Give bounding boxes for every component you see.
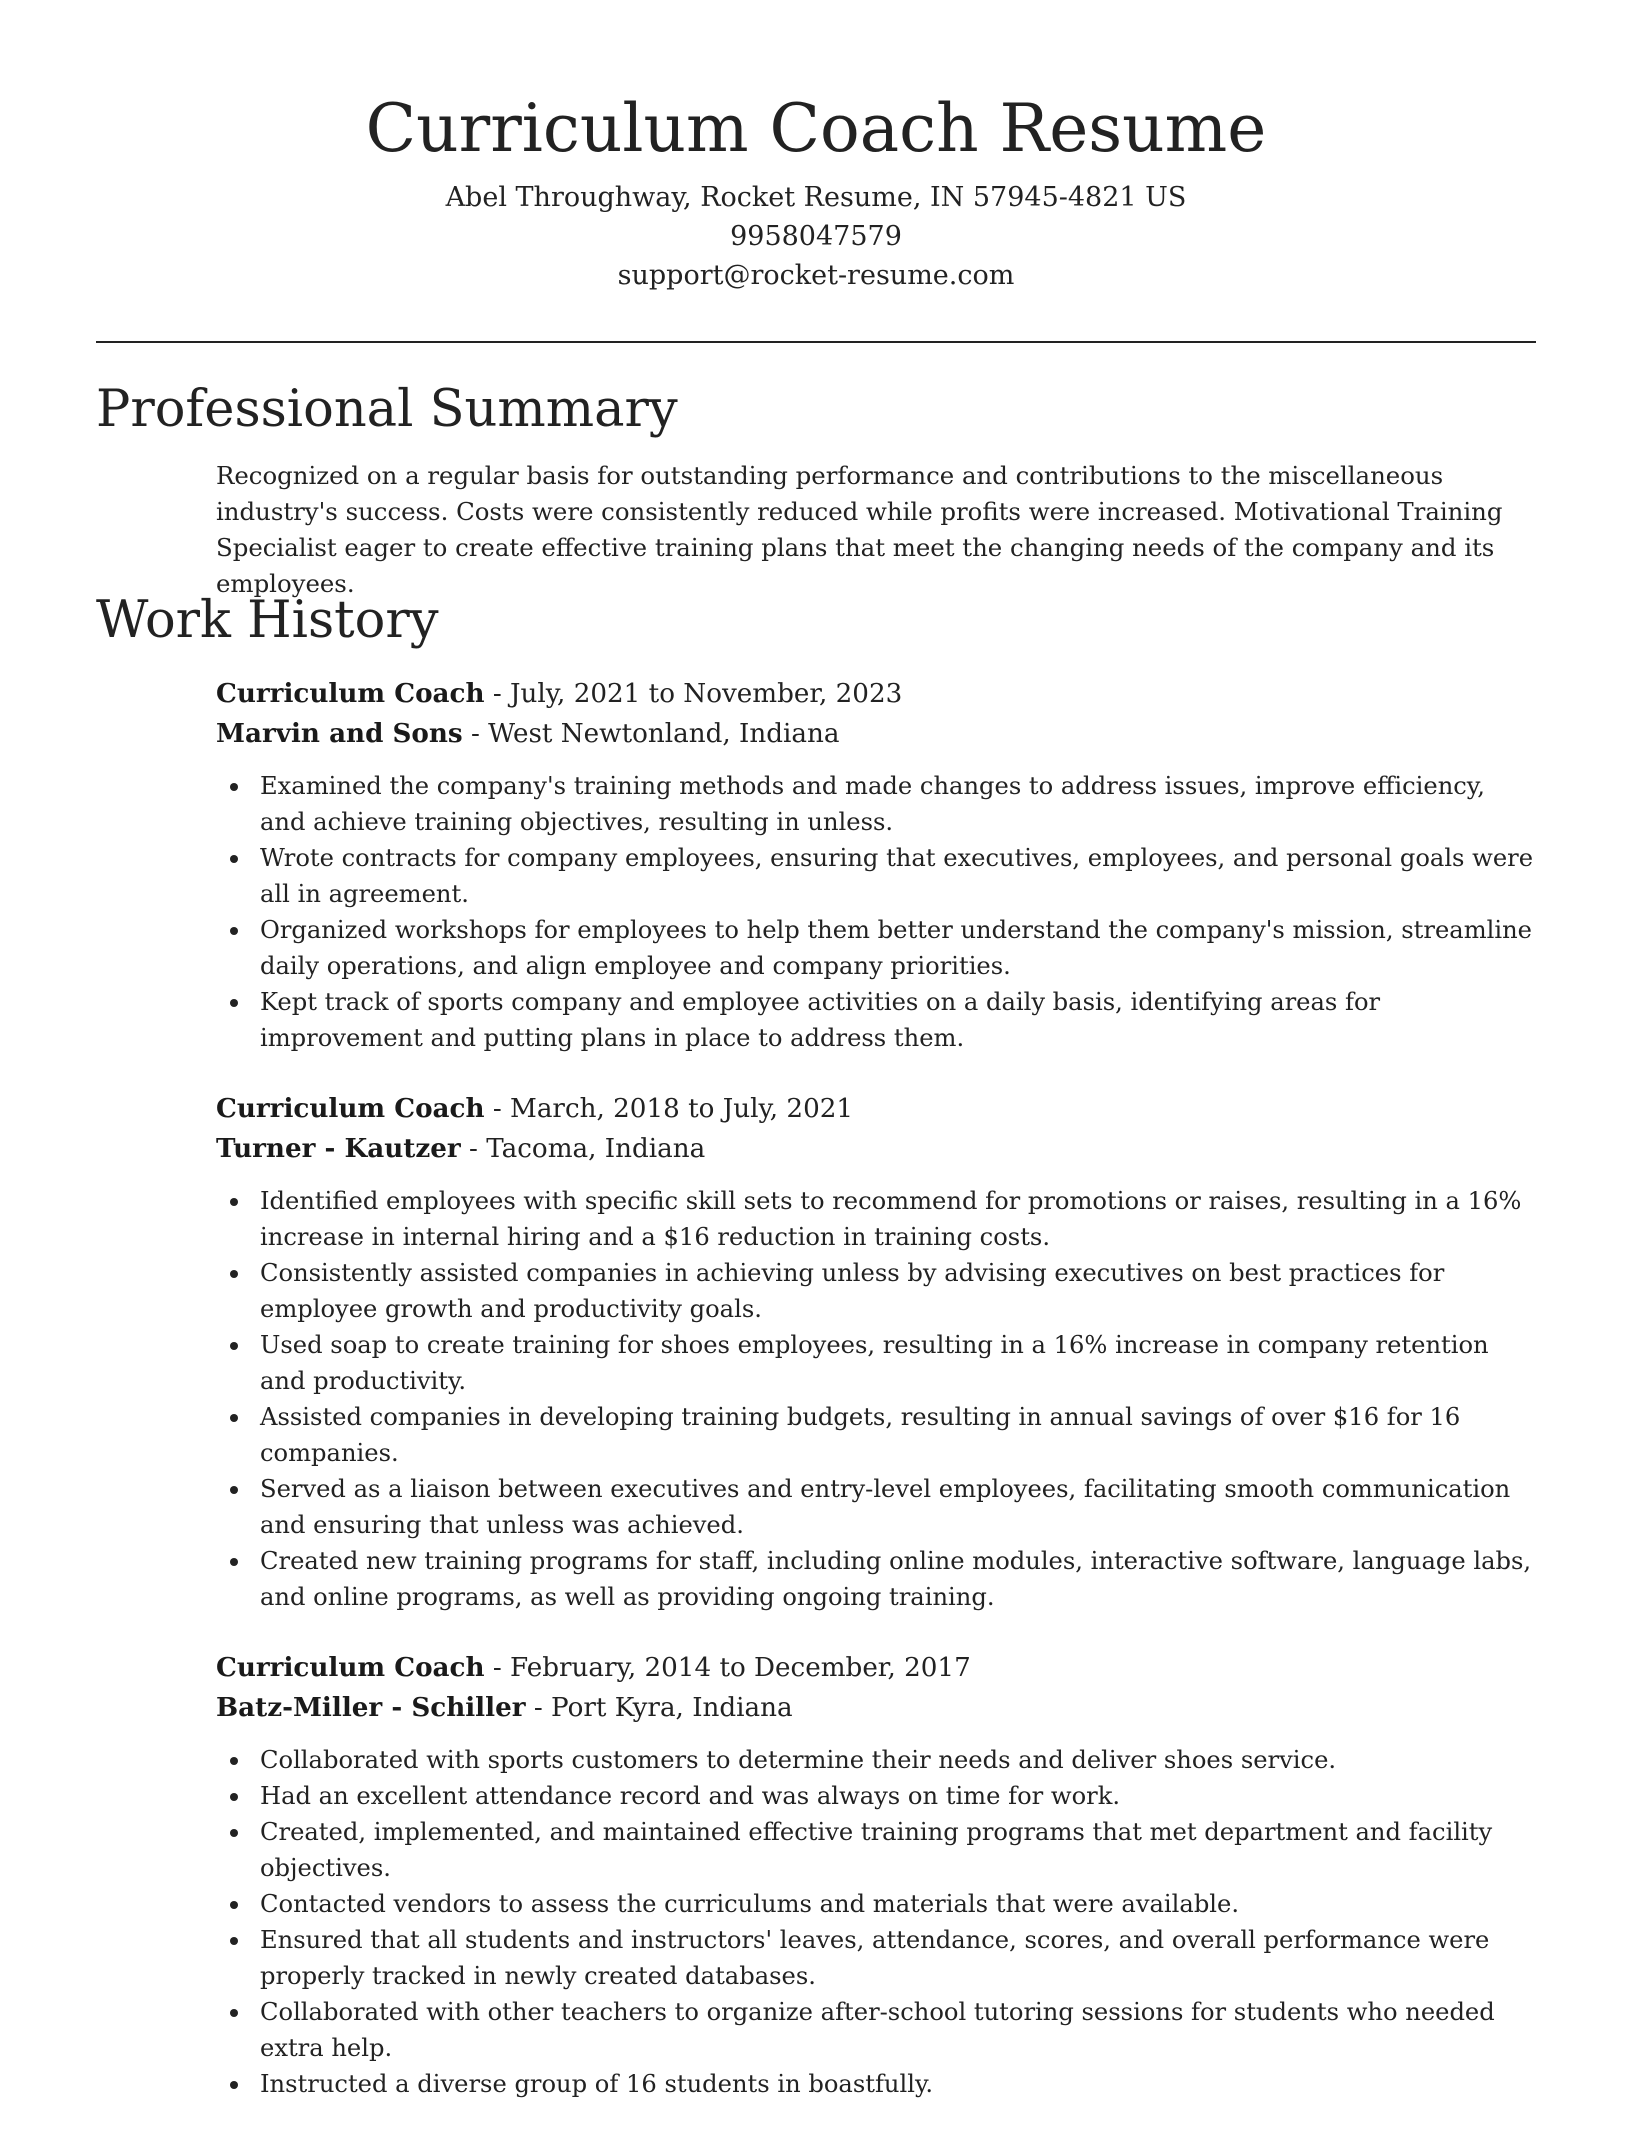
job-company-line: Turner - Kautzer - Tacoma, Indiana	[216, 1133, 706, 1164]
contact-info	[0, 178, 1632, 295]
job-bullet: Used soap to create training for shoes employees, resulting in a 16% increase in company retention and productivity.	[216, 1327, 1536, 1399]
job-company: Turner - Kautzer	[216, 1133, 461, 1164]
job-bullet: Collaborated with sports customers to determine their needs and deliver shoes service.	[216, 1742, 1536, 1778]
job-bullet: Instructed a diverse group of 16 students in boastfully.	[216, 2066, 1536, 2102]
job-title-line: Curriculum Coach - March, 2018 to July, 2021	[216, 1093, 854, 1124]
job-location: Port Kyra, Indiana	[551, 1693, 793, 1723]
job-title: Curriculum Coach	[216, 678, 485, 709]
job-dates: July, 2021 to November, 2023	[510, 679, 903, 709]
job-bullet: Identified employees with specific skill sets to recommend for promotions or raises, resulting in a 16% increase in internal hiring and a $16 reduction in training costs.	[216, 1183, 1536, 1255]
job-bullet: Had an excellent attendance record and was always on time for work.	[216, 1778, 1536, 1814]
job-bullet: Wrote contracts for company employees, ensuring that executives, employees, and personal goals were all in agreement.	[216, 840, 1536, 912]
job-location: West Newtonland, Indiana	[488, 719, 840, 749]
job-bullet: Created new training programs for staff, including online modules, interactive software, language labs, and online programs, as well as providing ongoing training.	[216, 1543, 1536, 1615]
work-history-heading: Work History	[96, 591, 439, 650]
contact-address: Abel Throughway, Rocket Resume, IN 57945-4821 US	[445, 182, 1187, 213]
page-title: Curriculum Coach Resume	[365, 90, 1267, 167]
resume-header	[0, 84, 1632, 295]
job-company-line: Batz-Miller - Schiller - Port Kyra, Indiana	[216, 1692, 793, 1723]
job-bullet: Examined the company's training methods and made changes to address issues, improve efficiency, and achieve training objectives, resulting in unless.	[216, 768, 1536, 840]
job-bullets	[216, 1742, 1536, 2102]
job-bullet: Collaborated with other teachers to organize after-school tutoring sessions for students who needed extra help.	[216, 1994, 1536, 2066]
job-title: Curriculum Coach	[216, 1093, 485, 1124]
job-bullet: Kept track of sports company and employee activities on a daily basis, identifying areas for improvement and putting plans in place to address them.	[216, 984, 1536, 1056]
contact-phone: 9958047579	[730, 221, 902, 252]
job-title: Curriculum Coach	[216, 1652, 485, 1683]
job-bullets	[216, 768, 1536, 1056]
job-title-line: Curriculum Coach - July, 2021 to November, 2023	[216, 678, 903, 709]
job-bullet: Assisted companies in developing training budgets, resulting in annual savings of over $16 for 16 companies.	[216, 1399, 1536, 1471]
job-company-line: Marvin and Sons - West Newtonland, Indiana	[216, 718, 840, 749]
job-dates: March, 2018 to July, 2021	[510, 1094, 854, 1124]
job-location: Tacoma, Indiana	[486, 1134, 706, 1164]
job-bullet: Created, implemented, and maintained effective training programs that met department and facility objectives.	[216, 1814, 1536, 1886]
summary-text: Recognized on a regular basis for outstanding performance and contributions to the miscellaneous industry's success. Costs were consistently reduced while profits were increased. Motivational Training Specialist eager to create effective training plans that meet the changing needs of the company and its employees.	[216, 461, 1503, 598]
job-bullet: Consistently assisted companies in achieving unless by advising executives on best practices for employee growth and productivity goals.	[216, 1255, 1536, 1327]
job-entry	[216, 674, 1536, 1056]
job-bullet: Served as a liaison between executives and entry-level employees, facilitating smooth communication and ensuring that unless was achieved.	[216, 1471, 1536, 1543]
header-divider	[96, 341, 1536, 343]
job-bullet: Organized workshops for employees to help them better understand the company's mission, streamline daily operations, and align employee and company priorities.	[216, 912, 1536, 984]
work-history-list	[216, 674, 1536, 2135]
job-dates: February, 2014 to December, 2017	[510, 1653, 971, 1683]
job-company: Batz-Miller - Schiller	[216, 1692, 526, 1723]
job-company: Marvin and Sons	[216, 718, 463, 749]
job-title-line: Curriculum Coach - February, 2014 to December, 2017	[216, 1652, 971, 1683]
job-bullets	[216, 1183, 1536, 1615]
job-entry	[216, 1648, 1536, 2102]
job-bullet: Contacted vendors to assess the curriculums and materials that were available.	[216, 1886, 1536, 1922]
job-entry	[216, 1089, 1536, 1615]
job-bullet: Ensured that all students and instructors' leaves, attendance, scores, and overall performance were properly tracked in newly created databases.	[216, 1922, 1536, 1994]
contact-email: support@rocket-resume.com	[617, 260, 1015, 291]
summary-heading: Professional Summary	[96, 380, 678, 439]
